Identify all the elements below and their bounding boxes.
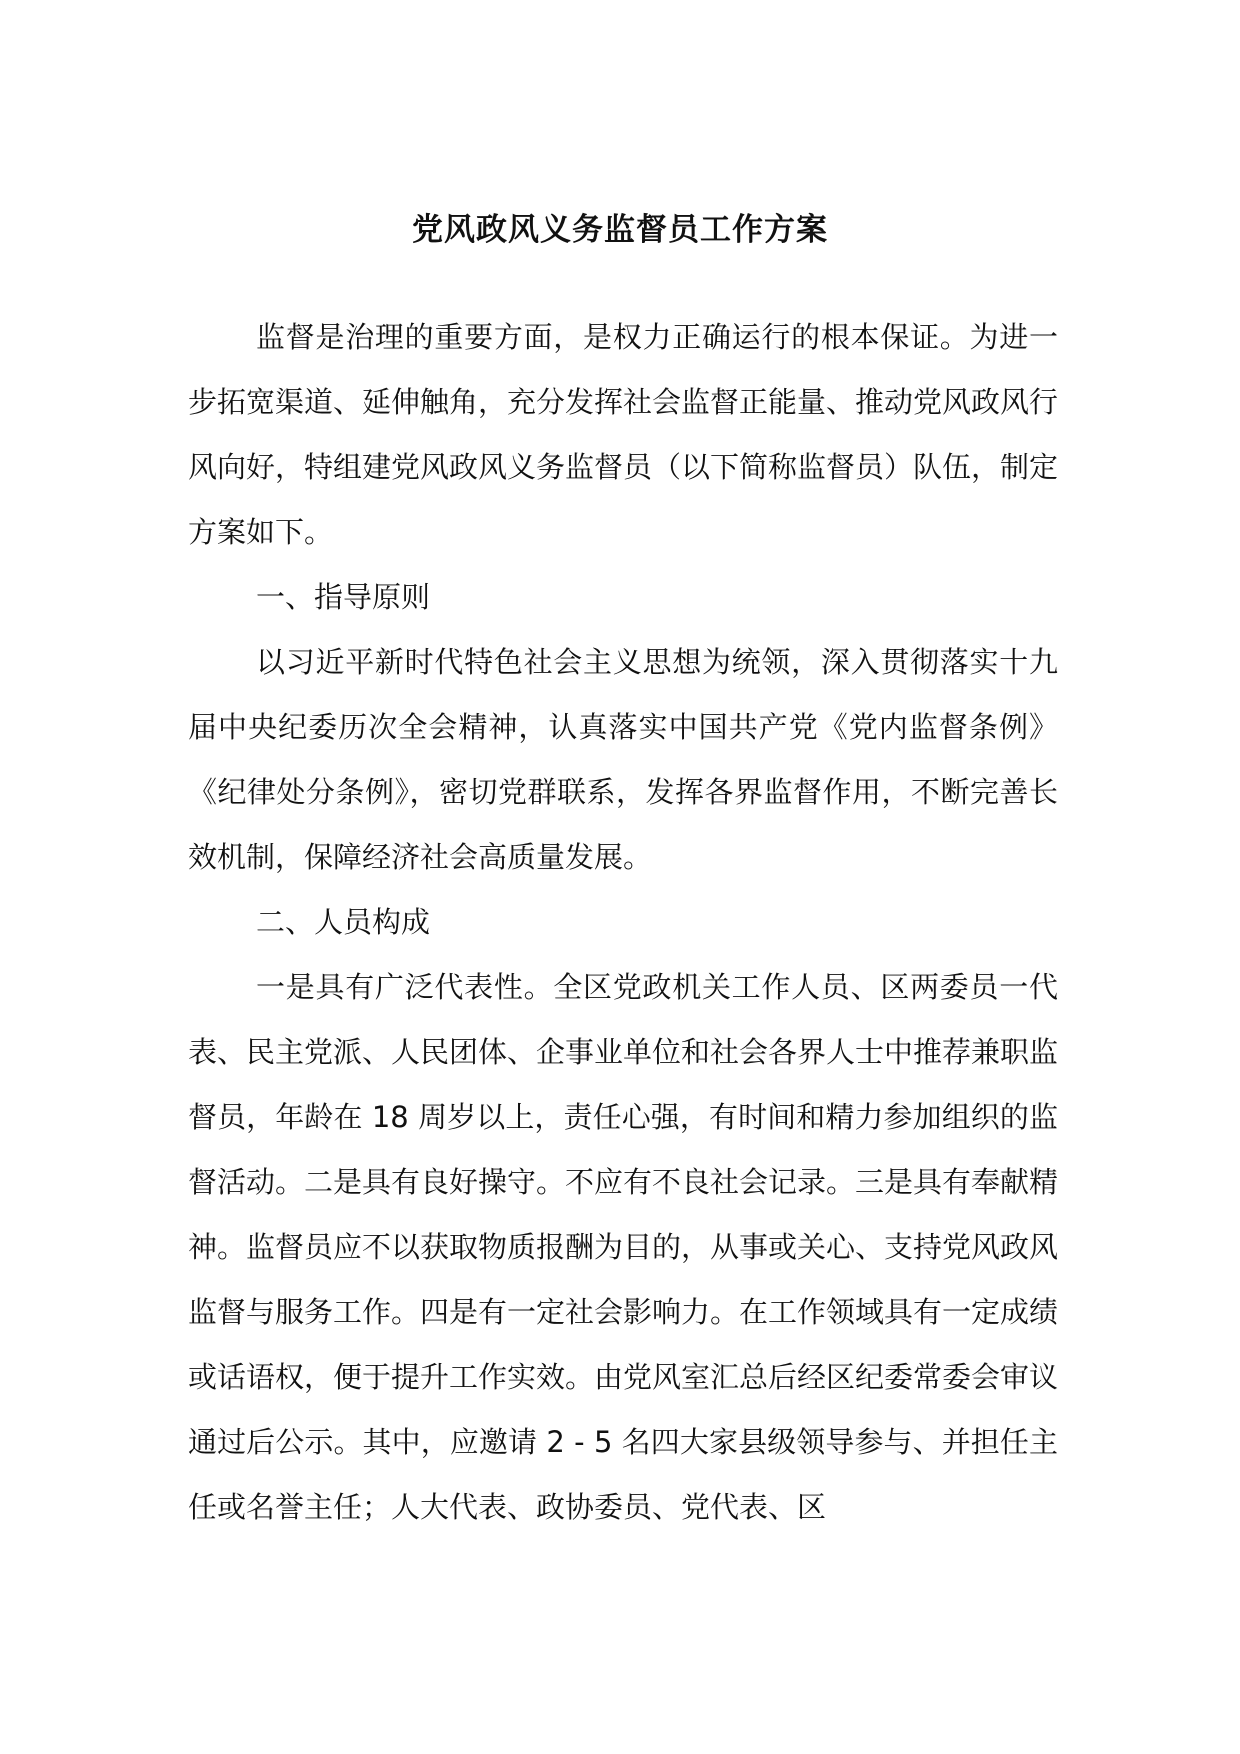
personnel-paragraph: 一是具有广泛代表性。全区党政机关工作人员、区两委员一代表、民主党派、人民团体、企事业单位和社会各界人士中推荐兼职监督员，年龄在 18 周岁以上，责任心强，有时间和精力参加组织的监督活动。二是具有良好操守。不应有不良社会记录。三是具有奉献精神。监督员应不以获取物质报酬为目的，从事或关心、支持党风政风监督与服务工作。四是有一定社会影响力。在工作领域具有一定成绩或话语权，便于提升工作实效。由党风室汇总后经区纪委常委会审议通过后公示。其中，应邀请 2 - 5 名四大家县级领导参与、并担任主任或名誉主任；人大代表、政协委员、党代表、区 [188, 970, 1059, 1524]
section-heading-guiding-principles: 一、指导原则 [256, 580, 431, 614]
section-heading-personnel: 二、人员构成 [256, 905, 431, 939]
document-body [188, 305, 1058, 1540]
document-title: 党风政风义务监督员工作方案 [412, 212, 828, 248]
guiding-principles-paragraph: 以习近平新时代特色社会主义思想为统领，深入贯彻落实十九届中央纪委历次全会精神，认真落实中国共产党《党内监督条例》《纪律处分条例》，密切党群联系，发挥各界监督作用，不断完善长效机制，保障经济社会高质量发展。 [188, 645, 1058, 874]
intro-paragraph: 监督是治理的重要方面，是权力正确运行的根本保证。为进一步拓宽渠道、延伸触角，充分发挥社会监督正能量、推动党风政风行风向好，特组建党风政风义务监督员（以下简称监督员）队伍，制定方案如下。 [188, 320, 1059, 549]
